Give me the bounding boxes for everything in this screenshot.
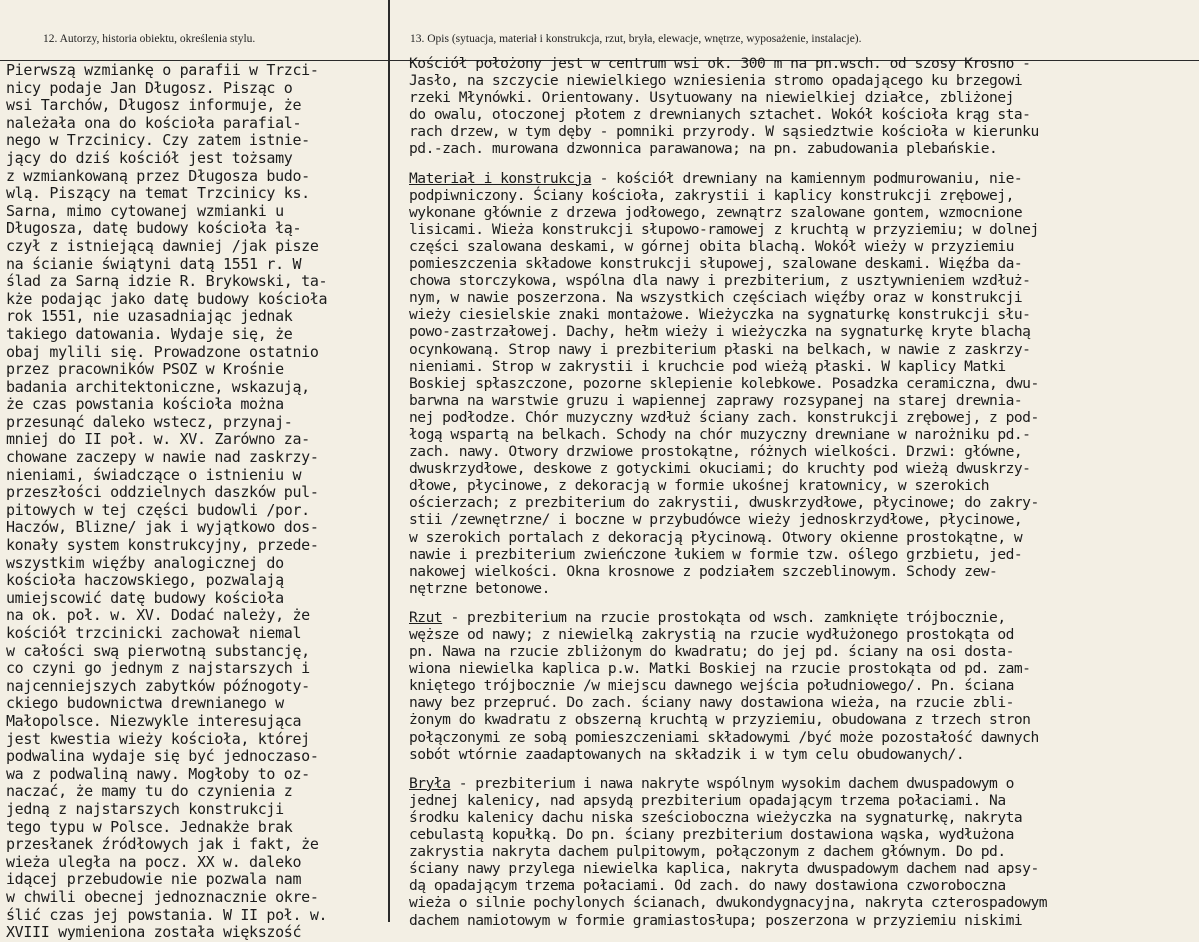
description-paragraph	[409, 609, 1195, 763]
history-text-line: konały system konstrukcyjny, przede-	[6, 536, 319, 555]
history-text-line: idącej przebudowie nie pozwala nam	[6, 870, 302, 889]
description-text-line: węższe od nawy; z niewielką zakrystią na rzucie wydłużonego prostokąta od	[409, 626, 1014, 643]
history-text-line: obaj mylili się. Prowadzone ostatnio	[6, 342, 319, 361]
history-text-line: tego typu w Polsce. Jednakże brak	[6, 817, 293, 836]
history-text-line: jący do dziś kościół jest tożsamy	[6, 148, 293, 167]
history-text-line: naczać, że mamy tu do czynienia z	[6, 782, 293, 801]
history-text-line: rok 1551, nie uzasadniając jednak	[6, 307, 293, 326]
history-text-line: kościoła haczowskiego, pozwalają	[6, 571, 284, 590]
description-text-line: podpiwniczony. Ściany kościoła, zakrystii i kaplicy konstrukcji zrębowej,	[409, 186, 1014, 204]
history-text-line: jest kwestia wieży kościoła, której	[6, 729, 310, 748]
description-text-line: części szalowana deskami, w górnej obita blachą. Wokół wieży w przyziemiu	[409, 237, 1014, 255]
description-text-line: powo-zastrzałowej. Dachy, hełm wieży i wieżyczka na sygnaturkę kryte blachą	[409, 323, 1031, 341]
description-text-line: dłowe, płycinowe, z dekoracją w formie ukośnej kratownicy, w szerokich	[409, 477, 990, 495]
section-text: - prezbiterium na rzucie prostokąta od wsch. zamknięte trójbocznie,	[442, 608, 1006, 626]
description-text-line	[409, 775, 1195, 792]
history-text-line: takiego datowania. Wydaje się, że	[6, 324, 293, 343]
history-text-line: w chwili obecnej jednoznacznie okre-	[6, 887, 319, 906]
description-paragraph	[409, 170, 1195, 597]
history-text-line: jedną z najstarszych konstrukcji	[6, 799, 284, 818]
history-column	[6, 61, 384, 942]
description-text-line: nakowej wielkości. Okna krosnowe z podziałem szczeblinowym. Schody zew-	[409, 562, 998, 580]
description-text-line: łogą wspartą na belkach. Schody na chór muzyczny drewniane w narożniku pd.-	[409, 425, 1031, 443]
history-text-line: co czyni go jednym z najstarszych i	[6, 659, 310, 678]
description-text-line: pomieszczenia składowe konstrukcji słupowej, szalowane deskami. Więźba da-	[409, 255, 1023, 273]
description-text-line: sobót wtórnie zaadaptowanych na składzik i w tym celu obudowanych/.	[409, 745, 965, 763]
history-text-line: z wzmiankowaną przez Długosza budo-	[6, 166, 310, 185]
description-text-line: połączonymi ze sobą pomieszczeniami składowymi /być może pozostałość dawnych	[409, 728, 1039, 746]
history-text-line: przesłanek źródłowych jak i fakt, że	[6, 835, 319, 854]
history-text-line: na ok. poł. w. XV. Dodać należy, że	[6, 606, 310, 625]
history-text-line: nicy podaje Jan Długosz. Pisząc o	[6, 78, 293, 97]
history-text-line: Długosza, datę budowy kościoła łą-	[6, 219, 302, 238]
description-text-line: dachem namiotowym w formie gramiastosłupa; poszerzona w przyziemiu niskimi	[409, 911, 1023, 929]
history-text-line: w całości swą pierwotną substancję,	[6, 641, 310, 660]
description-text-line: lisicami. Wieża konstrukcji słupowo-ramowej z kruchtą w przyziemiu; w dolnej	[409, 220, 1039, 238]
description-text-line: zakrystia nakryta dachem pulpitowym, połączonym z dachem głównym. Do pd.	[409, 843, 1006, 861]
description-text-line: zach. nawy. Otwory drzwiowe prostokątne, różnych wielkości. Drzwi: główne,	[409, 443, 1023, 461]
history-text-line: badania architektoniczne, wskazują,	[6, 377, 310, 396]
section-label: Materiał i konstrukcja	[409, 169, 592, 187]
history-text-line: ślad za Sarną idzie R. Brykowski, ta-	[6, 272, 328, 291]
description-text-line: chowa storczykowa, wspólna dla nawy i prezbiterium, z usztywnieniem wzdłuż-	[409, 272, 1031, 290]
description-text-line: wieża o silnie pochylonych ścianach, dwukondygnacyjna, nakryta czterospadowym	[409, 894, 1048, 912]
history-text-line: Sarna, mimo cytowanej wzmianki u	[6, 201, 284, 220]
description-text-line: barwna na warstwie gruzu i wapiennej zaprawy rozsypanej na starej drewnia-	[409, 391, 1023, 409]
description-text-line: do owalu, otoczonej płotem z drewnianych sztachet. Wokół kościoła krąg sta-	[409, 106, 1031, 124]
history-text-line: przez pracowników PSOZ w Krośnie	[6, 360, 284, 379]
description-text-line: wieży ciesielskie znaki montażowe. Wieżyczka na sygnaturkę konstrukcji słu-	[409, 306, 1031, 324]
description-text-line: dwuskrzydłowe, deskowe z gotyckimi okuciami; do kruchty pod wieżą dwuskrzy-	[409, 460, 1031, 478]
description-text-line: jednej kalenicy, nad apsydą prezbiterium opadającym trzema połaciami. Na	[409, 791, 1006, 809]
description-text-line: nieniami. Strop w zakrystii i kruchcie pod wieżą płaski. W kaplicy Matki	[409, 357, 1006, 375]
history-text-line: przesunąć daleko wstecz, przynaj-	[6, 412, 293, 431]
description-text-line: Boskiej spłaszczone, pozorne sklepienie kolebkowe. Posadzka ceramiczna, dwu-	[409, 374, 1039, 392]
description-text-line: ościerzach; z prezbiterium do zakrystii, dwuskrzydłowe, płycinowe; do zakry-	[409, 494, 1039, 512]
description-text-line: nym, w nawie poszerzona. Na wszystkich częściach więźby oraz w konstrukcji	[409, 289, 1023, 307]
history-text-line: pitowych w tej części budowli /por.	[6, 500, 310, 519]
description-paragraph	[409, 775, 1195, 929]
history-text-line: kże podając jako datę budowy kościoła	[6, 289, 328, 308]
history-text-line: należała ona do kościoła parafial-	[6, 113, 302, 132]
description-text-line: Jasło, na szczycie niewielkiego wzniesienia stromo opadającego ku brzegowi	[409, 72, 1023, 90]
section-label: Rzut	[409, 608, 443, 626]
description-text-line: stii /zewnętrzne/ i boczne w przybudówce wieży jednoskrzydłowe, płycinowe,	[409, 511, 1023, 529]
history-text-line: kościół trzcinicki zachował niemal	[6, 624, 302, 642]
header-right: 13. Opis (sytuacja, materiał i konstrukcja, rzut, bryła, elewacje, wnętrze, wyposażenie, instalacje).	[410, 33, 862, 45]
header-left: 12. Autorzy, historia obiektu, określenia stylu.	[43, 33, 256, 45]
history-text-line: wieża uległa na pocz. XX w. daleko	[6, 852, 302, 871]
description-text-line: nawy bez przepruć. Do zach. ściany nawy dostawiona wieża, na rzucie zbli-	[409, 694, 1014, 712]
history-text-line: Małopolsce. Niezwykle interesująca	[6, 711, 302, 730]
description-text-line: środku kalenicy dachu niska sześcioboczna wieżyczka na sygnaturkę, nakryta	[409, 808, 1023, 826]
description-column	[409, 55, 1195, 929]
description-text-line: pd.-zach. murowana dzwonnica parawanowa; na pn. zabudowania plebańskie.	[409, 140, 998, 158]
description-text-line: żonym do kwadratu z obszerną kruchtą w przyziemiu, obudowana z trzech stron	[409, 711, 1031, 729]
description-text-line: Kościół położony jest w centrum wsi ok. 300 m na pn.wsch. od szosy Krosno -	[409, 55, 1031, 72]
history-text-line: wszystkim więźby analogicznej do	[6, 553, 284, 572]
description-paragraph	[409, 55, 1195, 158]
description-text-line: nawie i prezbiterium zwieńczone łukiem w formie tzw. oślego grzbietu, jed-	[409, 545, 1023, 563]
history-text-line: czył z istniejącą dawniej /jak pisze	[6, 236, 319, 255]
column-divider	[388, 0, 390, 922]
description-text-line: rach drzew, w tym dęby - pomniki przyrody. W sąsiedztwie kościoła w kierunku	[409, 123, 1039, 141]
history-text-line: mniej do II poł. w. XV. Zarówno za-	[6, 430, 310, 449]
description-text-line	[409, 609, 1195, 626]
description-text-line	[409, 170, 1195, 187]
history-text-line: nieniami, świadczące o istnieniu w	[6, 465, 302, 484]
section-label: Bryła	[409, 774, 451, 792]
history-text-line: Haczów, Blizne/ jak i wyjątkowo dos-	[6, 518, 319, 537]
history-text-line: XVIII wymieniona została większość	[6, 923, 302, 942]
description-text-line: w szerokich portalach z dekoracją płycinową. Otwory okienne prostokątne, w	[409, 528, 1023, 546]
history-text-line: przeszłości oddzielnych daszków pul-	[6, 483, 319, 502]
description-text-line: nętrzne betonowe.	[409, 579, 550, 597]
history-text-line: że czas powstania kościoła można	[6, 395, 284, 414]
history-text-line: umiejscowić datę budowy kościoła	[6, 588, 284, 607]
description-text-line: wykonane głównie z drzewa jodłowego, zewnątrz szalowane gontem, wzmocnione	[409, 203, 1023, 221]
description-text-line: dą opadającym trzema połaciami. Od zach. do nawy dostawiona czworoboczna	[409, 877, 1006, 895]
history-text-line: wlą. Piszący na temat Trzcinicy ks.	[6, 184, 310, 203]
description-text-line: nej podłodze. Chór muzyczny wzdłuż ściany zach. konstrukcji zrębowej, z pod-	[409, 408, 1039, 426]
history-text-line: ślić czas jej powstania. W II poł. w.	[6, 905, 328, 924]
history-text-line: Pierwszą wzmiankę o parafii w Trzci-	[6, 61, 319, 79]
history-text-line: na ścianie świątyni datą 1551 r. W	[6, 254, 302, 273]
section-text: - kościół drewniany na kamiennym podmurowaniu, nie-	[591, 169, 1023, 187]
description-text-line: ściany nawy przylega niewielka kaplica, nakryta dwuspadowym dachem nad apsy-	[409, 860, 1039, 878]
section-text: - prezbiterium i nawa nakryte wspólnym wysokim dachem dwuspadowym o	[450, 774, 1014, 792]
description-text-line: rzeki Młynówki. Orientowany. Usytuowany na niewielkiej działce, zbliżonej	[409, 89, 1014, 107]
history-text-line: ckiego budownictwa drewnianego w	[6, 694, 284, 713]
description-text-line: cebulastą kopułką. Do pn. ściany prezbiterium dostawiona wąska, wydłużona	[409, 826, 1014, 844]
description-text-line: wiona niewielka kaplica p.w. Matki Boskiej na rzucie prostokąta od pd. zam-	[409, 660, 1031, 678]
history-text-line: chowane zaczepy w nawie nad zaskrzy-	[6, 448, 319, 467]
history-text-line: najcenniejszych zabytków późnogoty-	[6, 676, 310, 695]
description-text-line: ocynkowaną. Strop nawy i prezbiterium płaski na belkach, w nawie z zaskrzy-	[409, 340, 1031, 358]
description-text-line: pn. Nawa na rzucie zbliżonym do kwadratu; do jej pd. ściany na osi dosta-	[409, 643, 1014, 661]
history-text-line: nego w Trzcinicy. Czy zatem istnie-	[6, 131, 310, 150]
description-text-line: kniętego trójbocznie /w miejscu dawnego wejścia południowego/. Pn. ściana	[409, 677, 1014, 695]
history-text-line: wa z podwaliną nawy. Mogłoby to oz-	[6, 764, 310, 783]
history-text-line: podwalina wydaje się być jednoczaso-	[6, 747, 319, 766]
history-text-line: wsi Tarchów, Długosz informuje, że	[6, 96, 302, 115]
